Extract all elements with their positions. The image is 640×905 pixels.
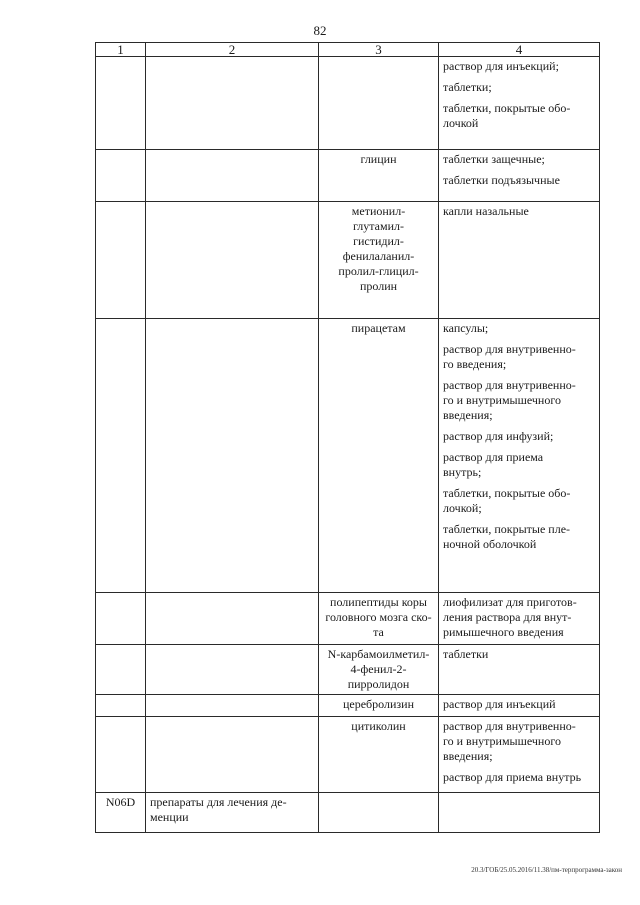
group-cell: [146, 57, 319, 150]
dosage-form: раствор для внутривенно- го введения;: [443, 342, 576, 371]
substance-cell: N-карбамоилметил- 4-фенил-2- пирролидон: [319, 645, 439, 695]
dosage-form: раствор для инфузий;: [443, 429, 554, 443]
atc-code-cell: [96, 717, 146, 793]
dosage-forms-cell: [439, 695, 600, 717]
table-row: [96, 57, 600, 150]
group-cell: препараты для лечения де- менции: [146, 793, 319, 833]
substance-cell: пирацетам: [319, 319, 439, 593]
dosage-form: капсулы;: [443, 321, 489, 335]
substance-cell: глицин: [319, 150, 439, 202]
table-row: [96, 319, 600, 593]
page-number: 82: [313, 23, 327, 38]
atc-code-cell: [96, 645, 146, 695]
dosage-forms-cell: [439, 319, 600, 593]
substance-cell: полипептиды коры головного мозга ско- та: [319, 593, 439, 645]
substance-cell: [319, 57, 439, 150]
substance-cell: цитиколин: [319, 717, 439, 793]
header-row: [96, 43, 600, 57]
dosage-forms-cell: [439, 793, 600, 833]
group-cell: [146, 717, 319, 793]
group-cell: [146, 319, 319, 593]
group-cell: [146, 645, 319, 695]
dosage-form: таблетки защечные;: [443, 152, 545, 166]
dosage-forms-cell: [439, 645, 600, 695]
dosage-forms-cell: [439, 150, 600, 202]
table-row: [96, 645, 600, 695]
column-header: 4: [439, 43, 600, 57]
atc-code-cell: [96, 202, 146, 319]
dosage-forms-cell: [439, 717, 600, 793]
dosage-form: раствор для инъекций;: [443, 59, 559, 73]
table-body: [96, 57, 600, 833]
table-row: [96, 695, 600, 717]
table-row: [96, 717, 600, 793]
group-cell: [146, 150, 319, 202]
dosage-form: лиофилизат для приготов- ления раствора для внут- римышечного введения: [443, 595, 577, 639]
dosage-forms-cell: [439, 202, 600, 319]
table-row: [96, 150, 600, 202]
column-header: 1: [96, 43, 146, 57]
atc-code-cell: [96, 57, 146, 150]
substance-cell: [319, 793, 439, 833]
group-cell: [146, 695, 319, 717]
dosage-form: раствор для инъекций: [443, 697, 556, 711]
dosage-form: таблетки: [443, 647, 489, 661]
table-row: [96, 202, 600, 319]
group-cell: [146, 593, 319, 645]
atc-code-cell: [96, 593, 146, 645]
table-row: [96, 793, 600, 833]
atc-code-cell: [96, 695, 146, 717]
dosage-forms-cell: [439, 57, 600, 150]
atc-code-cell: N06D: [96, 793, 146, 833]
substance-cell: метионил- глутамил- гистидил- фенилаланил- пролил-глицил- пролин: [319, 202, 439, 319]
dosage-form: таблетки подъязычные: [443, 173, 560, 187]
dosage-form: капли назальные: [443, 204, 529, 218]
dosage-form: таблетки;: [443, 80, 492, 94]
dosage-form: таблетки, покрытые обо- лочкой;: [443, 486, 571, 515]
drug-table: [95, 42, 600, 833]
dosage-form: таблетки, покрытые обо- лочкой: [443, 101, 571, 130]
dosage-form: таблетки, покрытые пле- ночной оболочкой: [443, 522, 571, 551]
column-header: 2: [146, 43, 319, 57]
group-cell: [146, 202, 319, 319]
dosage-forms-cell: [439, 593, 600, 645]
dosage-form: раствор для приема внутрь: [443, 770, 582, 784]
dosage-form: раствор для внутривенно- го и внутримышечного введения;: [443, 719, 576, 763]
column-header: 3: [319, 43, 439, 57]
dosage-form: раствор для приема внутрь;: [443, 450, 544, 479]
table-row: [96, 593, 600, 645]
document-footer: 20.3/ГОБ/25.05.2016/11.38/пм-терпрограмма-закон: [471, 866, 622, 874]
atc-code-cell: [96, 319, 146, 593]
substance-cell: церебролизин: [319, 695, 439, 717]
dosage-form: раствор для внутривенно- го и внутримышечного введения;: [443, 378, 576, 422]
atc-code-cell: [96, 150, 146, 202]
